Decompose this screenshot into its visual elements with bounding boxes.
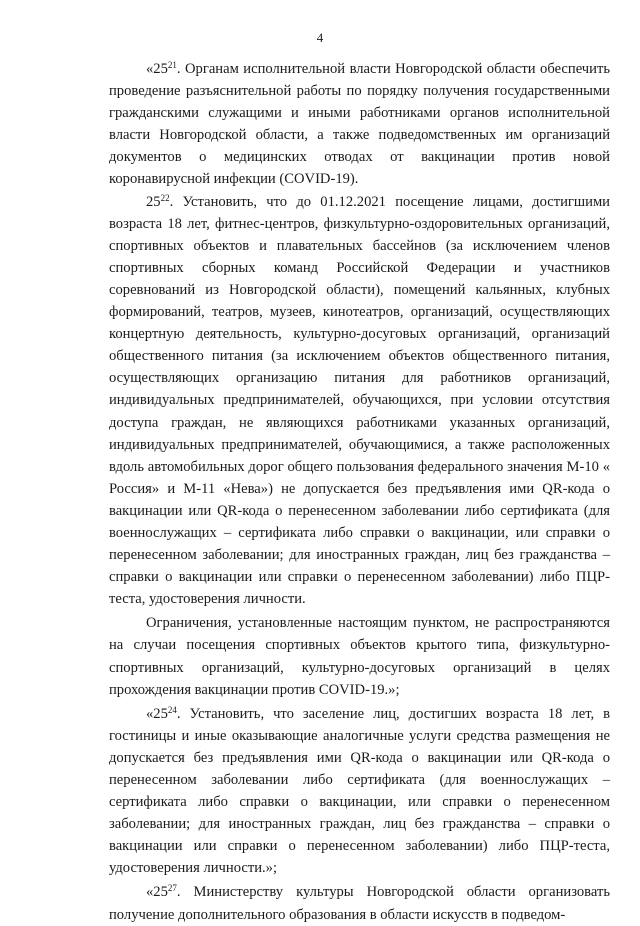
clause-prefix: «25 [146,61,168,77]
clause-prefix: 25 [146,193,161,210]
clause-superscript: 21 [167,60,177,70]
clause-superscript: 22 [160,192,170,203]
clause-prefix: «25 [146,705,168,722]
paragraph-25-22 [109,191,610,611]
clause-superscript: 24 [167,704,177,715]
paragraph-text: . Установить, что заселение лиц, достигших возраста 18 лет, в гостиницы и иные оказывающие аналогичные услуги средства размещения не допускается без предъявления ими QR-кода о вакцинации или QR-кода о перенесенном заболевании либо сертификата (для военнослужащих – сертификата либо справки о вакцинации, или справки о перенесенном заболевании; для иностранных граждан, лиц без гражданства – справки о вакцинации или справки о перенесенном заболевании) либо ПЦР-теста, удостоверения личности.»; [109,705,610,877]
paragraph-text: . Министерству культуры Новгородской области организовать получение дополнительного образования в области искусств в подведом- [109,884,610,923]
paragraph-text: Ограничения, установленные настоящим пунктом, не распространяются на случаи посещения спортивных объектов крытого типа, физкультурно-спортивных организаций, культурно-досуговых организаций в целях прохождения вакцинации против COVID-19.»; [109,615,610,698]
paragraph-25-21 [109,58,610,191]
paragraph-25-24 [109,703,610,880]
paragraph-restrictions [109,612,610,700]
paragraph-25-27 [109,881,610,925]
paragraph-text: . Установить, что до 01.12.2021 посещение лицами, достигшими возраста 18 лет, фитнес-центров, физкультурно-оздоровительных организаций, спортивных объектов и плавательных бассейнов (за исключением членов спортивных сборных команд Российской Федерации и участников соревнований из Новгородской области), помещений кальянных, клубных формирований, театров, музеев, кинотеатров, организаций, осуществляющих концертную деятельность, культурно-досуговых организаций, организаций общественного питания (за исключением объектов общественного питания, осуществляющих организацию питания для работников организаций, индивидуальных предпринимателей, обучающихся, при условии отсутствия доступа граждан, не являющихся работниками указанных организаций, индивидуальных предпринимателей, обучающимися, а также расположенных вдоль автомобильных дорог общего пользования федерального значения М-10 « Россия» и М-11 «Нева») не допускается без предъявления ими QR-кода о вакцинации или QR-кода о перенесенном заболевании либо сертификата (для военнослужащих – сертификата либо справки о вакцинации, или справки о перенесенном заболевании; для иностранных граждан, лиц без гражданства – справки о вакцинации или справки о перенесенном заболевании) либо ПЦР-теста, удостоверения личности. [109,193,610,608]
clause-superscript: 27 [167,883,177,894]
paragraph-text: . Органам исполнительной власти Новгородской области обеспечить проведение разъяснительной работы по порядку получения государственными гражданскими служащими и иными работниками органов исполнительной власти Новгородской области, а также подведомственных им организаций документов о медицинских отводах от вакцинации против новой коронавирусной инфекции (COVID-19). [109,61,610,188]
page-number: 4 [316,30,324,45]
clause-prefix: «25 [146,884,168,901]
